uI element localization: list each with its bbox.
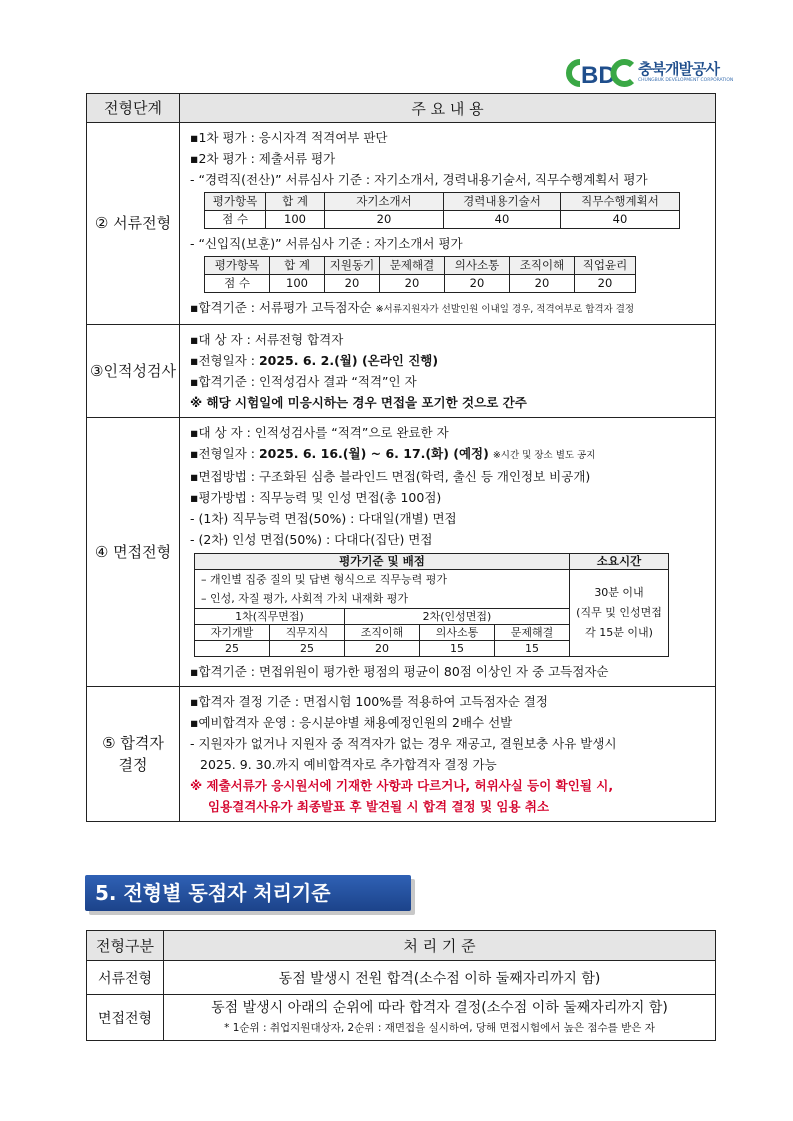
eval-group-2: 2차(인성면접)	[345, 609, 570, 625]
intv-line-5: - (1차) 직무능력 면접(50%) : 다대일(개별) 면접	[190, 511, 457, 526]
newcomer-th: 문제해결	[380, 257, 445, 275]
stage-row-final	[87, 687, 716, 822]
tie-row-2-rule	[164, 995, 716, 1041]
career-th: 자기소개서	[325, 193, 444, 211]
pass-line-2: 예비합격자 운영 : 응시분야별 채용예정인원의 2배수 선발	[198, 715, 513, 730]
pers-line-1: 대 상 자 : 서류전형 합격자	[198, 332, 344, 347]
career-td: 100	[266, 211, 325, 229]
selection-stage-table	[86, 93, 716, 822]
pass-warning-1: ※ 제출서류가 응시원서에 기재한 사항과 다르거나, 허위사실 등이 확인될 시,	[190, 778, 614, 793]
tie-row-2-rule-main: 동점 발생시 아래의 순위에 따라 합격자 결정(소수점 이하 둘째자리까지 함)	[211, 999, 668, 1016]
career-th: 평가항목	[205, 193, 266, 211]
newcomer-td: 100	[270, 275, 325, 293]
tie-breaker-table	[86, 930, 716, 1041]
stage-interview: ④ 면접전형	[87, 418, 180, 687]
intv-line-4: 평가방법 : 직무능력 및 인성 면접(총 100점)	[198, 490, 442, 505]
career-td: 40	[444, 211, 561, 229]
stage-row-document	[87, 123, 716, 325]
eval-desc-1: – 개인별 집중 질의 및 답변 형식으로 직무능력 평가	[195, 570, 570, 590]
newcomer-th: 평가항목	[205, 257, 270, 275]
doc-line-3: - “경력직(전산)” 서류심사 기준 : 자기소개서, 경력내용기술서, 직무수행계획서 평가	[190, 172, 648, 187]
career-th: 직무수행계획서	[561, 193, 680, 211]
time-line-1: 30분 이내	[594, 586, 644, 599]
eval-item: 의사소통	[420, 625, 495, 641]
section-5-title: 5. 전형별 동점자 처리기준	[85, 875, 411, 911]
time-header: 소요시간	[570, 554, 669, 570]
tie-row-2-stage: 면접전형	[87, 995, 164, 1041]
stage-final-line-2: 결정	[118, 756, 148, 774]
stage-document: ② 서류전형	[87, 123, 180, 325]
career-th: 경력내용기술서	[444, 193, 561, 211]
intv-line-1: 대 상 자 : 인적성검사를 “적격”으로 완료한 자	[198, 425, 449, 440]
stage-row-interview	[87, 418, 716, 687]
cbdc-logo-icon	[566, 56, 636, 90]
newcomer-td: 20	[380, 275, 445, 293]
career-td: 20	[325, 211, 444, 229]
eval-score: 25	[270, 641, 345, 657]
logo-name-ko: 충북개발공사	[638, 60, 719, 78]
eval-item: 문제해결	[495, 625, 570, 641]
pass-line-3: - 지원자가 없거나 지원자 중 적격자가 없는 경우 재공고, 결원보충 사유 발생시	[190, 736, 617, 751]
intv-line-3: 면접방법 : 구조화된 심층 블라인드 면접(학력, 출신 등 개인정보 비공개)	[198, 469, 591, 484]
eval-score: 15	[420, 641, 495, 657]
doc-pass-note: ※서류지원자가 선발인원 이내일 경우, 적격여부로 합격자 결정	[375, 304, 635, 315]
eval-item: 조직이해	[345, 625, 420, 641]
stage-personality: ③인적성검사	[87, 325, 180, 418]
personality-content: ▪대 상 자 : 서류전형 합격자 ▪전형일자 : 2025. 6. 2.(월) (온라인 진행) ▪합격기준 : 인적성검사 결과 “적격”인 자 ※ 해당 시험일에 미응시하는 경우 면접을 포기한 것으로 간주	[180, 325, 716, 418]
eval-desc-2: – 인성, 자질 평가, 사회적 가치 내재화 평가	[195, 589, 570, 609]
newcomer-score-table	[204, 256, 636, 293]
pass-line-1: 합격자 결정 기준 : 면접시험 100%를 적용하여 고득점자순 결정	[198, 694, 548, 709]
newcomer-td: 20	[445, 275, 510, 293]
intv-date-label: 전형일자 :	[198, 446, 259, 461]
intv-date: 2025. 6. 16.(월) ~ 6. 17.(화) (예정)	[258, 446, 489, 461]
stage-final	[87, 687, 180, 822]
time-cell	[570, 570, 669, 657]
newcomer-th: 지원동기	[325, 257, 380, 275]
interview-eval-table	[194, 553, 669, 657]
pers-date-label: 전형일자 :	[198, 353, 259, 368]
time-line-3: 각 15분 이내)	[585, 626, 653, 639]
tie-header-2: 처 리 기 준	[164, 931, 716, 961]
tie-header-1: 전형구분	[87, 931, 164, 961]
company-logo	[566, 56, 734, 90]
newcomer-td: 20	[510, 275, 575, 293]
stage-final-line-1: ⑤ 합격자	[102, 733, 164, 752]
pass-warning-2: 임용결격사유가 최종발표 후 발견될 시 합격 결정 및 임용 취소	[208, 799, 550, 814]
tie-row-1-stage: 서류전형	[87, 961, 164, 995]
eval-item: 자기개발	[195, 625, 270, 641]
intv-date-note: ※시간 및 장소 별도 공지	[492, 450, 596, 461]
newcomer-td: 20	[325, 275, 380, 293]
time-line-2: (직무 및 인성면접	[576, 606, 662, 619]
newcomer-th: 직업윤리	[575, 257, 636, 275]
document-content: ▪1차 평가 : 응시자격 적격여부 판단 ▪2차 평가 : 제출서류 평가 - “경력직(전산)” 서류심사 기준 : 자기소개서, 경력내용기술서, 직무수행계획서 평가 평가항목 합 계 자기소개서 경력내용기술서 직무수행계획서 점 수 100 20 40 40 - “신입직(보훈)” 서류심사 기준 : 자기소개서 평가 평가항목 합 계 지원동기 문제해결 의사소통 조직이해 직업윤리 점 수 100 20 20 20 20 20 ▪합격기준 : 서류평가 고득점자순 ※서류지원자가 선발인원 이내일 경우, 적격여부로 합격자 결정	[180, 123, 716, 325]
eval-score: 20	[345, 641, 420, 657]
svg-text:BD: BD	[581, 62, 616, 89]
doc-line-4: - “신입직(보훈)” 서류심사 기준 : 자기소개서 평가	[190, 236, 463, 251]
newcomer-td: 점 수	[205, 275, 270, 293]
tie-row-1-rule: 동점 발생시 전원 합격(소수점 이하 둘째자리까지 함)	[164, 961, 716, 995]
doc-line-2: 2차 평가 : 제출서류 평가	[198, 151, 336, 166]
header-content: 주 요 내 용	[180, 94, 716, 123]
newcomer-td: 20	[575, 275, 636, 293]
eval-header: 평가기준 및 배점	[195, 554, 570, 570]
final-content: ▪합격자 결정 기준 : 면접시험 100%를 적용하여 고득점자순 결정 ▪예비합격자 운영 : 응시분야별 채용예정인원의 2배수 선발 - 지원자가 없거나 지원자 중 적격자가 없는 경우 재공고, 결원보충 사유 발생시 2025. 9. 30.까지 예비합격자로 추가합격자 결정 가능 ※ 제출서류가 응시원서에 기재한 사항과 다르거나, 허위사실 등이 확인될 시, 임용결격사유가 최종발표 후 발견될 시 합격 결정 및 임용 취소	[180, 687, 716, 822]
pers-line-3: 합격기준 : 인적성검사 결과 “적격”인 자	[198, 374, 417, 389]
logo-name-en: CHUNGBUK DEVELOPMENT CORPORATION	[638, 78, 734, 83]
eval-score: 25	[195, 641, 270, 657]
interview-content: ▪대 상 자 : 인적성검사를 “적격”으로 완료한 자 ▪전형일자 : 2025. 6. 16.(월) ~ 6. 17.(화) (예정) ※시간 및 장소 별도 공지 ▪면접방법 : 구조화된 심층 블라인드 면접(학력, 출신 등 개인정보 비공개) ▪평가방법 : 직무능력 및 인성 면접(총 100점) - (1차) 직무능력 면접(50%) : 다대일(개별) 면접 - (2차) 인성 면접(50%) : 다대다(집단) 면접 평가기준 및 배점 소요시간 – 개인별 집중 질의 및 답변 형식으로 직무능력 평가 30분 이내 (직무 및 인성면접 각 15분 이내) – 인성, 자질 평가, 사회적 가치 내재화 평가 1차(직무면접) 2차(인성면접) 자기개발 직무지식 조직이해 의사소통 문제해결 25 25 20 15 15 ▪합격기준 : 면접위원이 평가한 평점의 평균이 80점 이상인 자 중 고득점자순	[180, 418, 716, 687]
header-stage: 전형단계	[87, 94, 180, 123]
newcomer-th: 조직이해	[510, 257, 575, 275]
career-th: 합 계	[266, 193, 325, 211]
intv-line-6: - (2차) 인성 면접(50%) : 다대다(집단) 면접	[190, 532, 433, 547]
doc-pass-criteria: 합격기준 : 서류평가 고득점자순	[198, 300, 372, 315]
intv-pass-criteria: 합격기준 : 면접위원이 평가한 평점의 평균이 80점 이상인 자 중 고득점자순	[198, 664, 609, 679]
newcomer-th: 의사소통	[445, 257, 510, 275]
doc-line-1: 1차 평가 : 응시자격 적격여부 판단	[198, 130, 388, 145]
career-score-table	[204, 192, 680, 229]
tie-row-2-rule-note: * 1순위 : 취업지원대상자, 2순위 : 재면접을 실시하여, 당해 면접시험에서 높은 점수를 받은 자	[224, 1021, 655, 1034]
career-td: 점 수	[205, 211, 266, 229]
eval-group-1: 1차(직무면접)	[195, 609, 345, 625]
eval-score: 15	[495, 641, 570, 657]
pass-line-4: 2025. 9. 30.까지 예비합격자로 추가합격자 결정 가능	[200, 757, 497, 772]
career-td: 40	[561, 211, 680, 229]
newcomer-th: 합 계	[270, 257, 325, 275]
eval-item: 직무지식	[270, 625, 345, 641]
pers-notice: ※ 해당 시험일에 미응시하는 경우 면접을 포기한 것으로 간주	[190, 395, 527, 410]
stage-row-personality	[87, 325, 716, 418]
pers-date: 2025. 6. 2.(월) (온라인 진행)	[258, 353, 439, 368]
